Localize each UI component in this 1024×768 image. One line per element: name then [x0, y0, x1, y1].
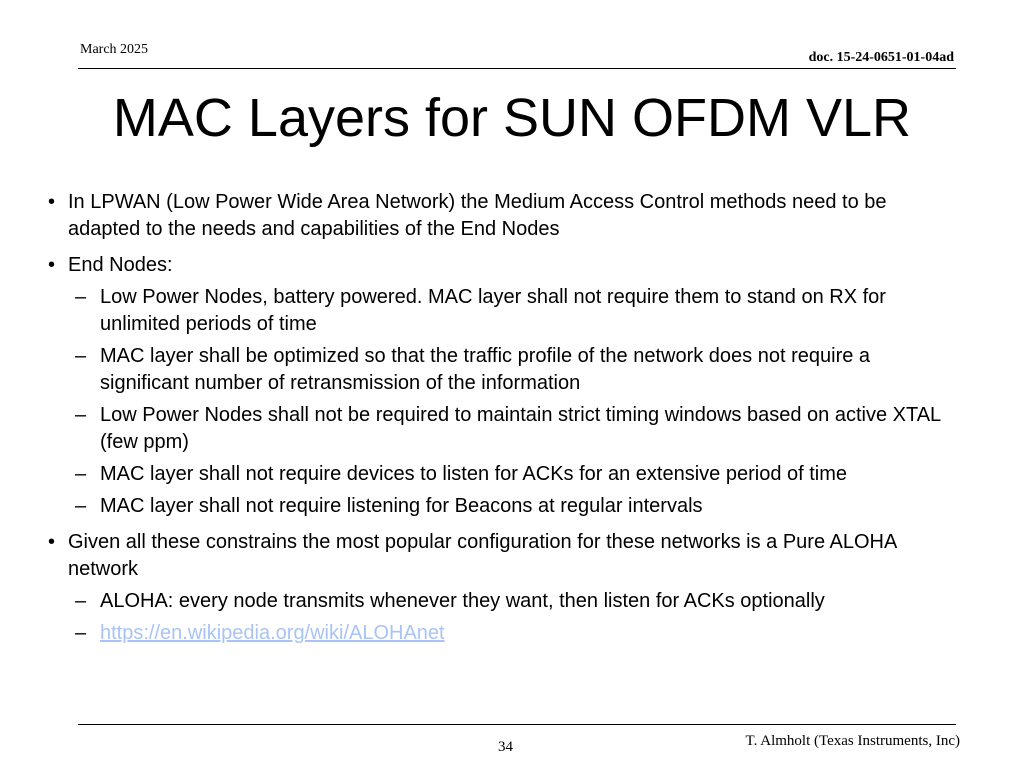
- footer-author: T. Almholt (Texas Instruments, Inc): [745, 733, 960, 749]
- bullet-pure-aloha: [48, 529, 960, 583]
- sub-bullet-text: Low Power Nodes shall not be required to maintain strict timing windows based on active XTAL (few ppm): [100, 404, 941, 453]
- bullet-text: End Nodes:: [68, 254, 173, 276]
- sub-bullet-ack-listen: [48, 461, 960, 488]
- sub-bullet-aloha-definition: [48, 588, 960, 615]
- sub-bullet-beacons: [48, 493, 960, 520]
- dash-icon: –: [75, 286, 87, 308]
- dash-icon: –: [75, 622, 87, 644]
- sub-bullet-timing-windows: [48, 402, 960, 456]
- bullet-end-nodes: [48, 252, 960, 279]
- bullet-dot-icon: •: [48, 254, 56, 276]
- slide-title: MAC Layers for SUN OFDM VLR: [112, 88, 912, 148]
- sub-bullet-text: MAC layer shall be optimized so that the traffic profile of the network does not require a significant number of retransmission of the information: [100, 345, 871, 394]
- sub-bullet-aloha-link: [48, 620, 960, 647]
- dash-icon: –: [75, 463, 87, 485]
- dash-icon: –: [75, 345, 87, 367]
- footer-divider: [78, 724, 956, 725]
- sub-bullet-low-power-rx: [48, 284, 960, 338]
- sub-bullet-text: Low Power Nodes, battery powered. MAC layer shall not require them to stand on RX for unlimited periods of time: [100, 286, 886, 335]
- sub-bullet-traffic-profile: [48, 343, 960, 397]
- aloha-wikipedia-link[interactable]: https://en.wikipedia.org/wiki/ALOHAnet: [100, 622, 445, 644]
- bullet-text: In LPWAN (Low Power Wide Area Network) the Medium Access Control methods need to be adapted to the needs and capabilities of the End Nodes: [68, 191, 887, 240]
- sub-bullet-text: ALOHA: every node transmits whenever they want, then listen for ACKs optionally: [100, 590, 825, 612]
- header-divider: [78, 68, 956, 69]
- header-doc-id: doc. 15-24-0651-01-04ad: [808, 50, 954, 65]
- dash-icon: –: [75, 590, 87, 612]
- dash-icon: –: [75, 404, 87, 426]
- dash-icon: –: [75, 495, 87, 517]
- bullet-dot-icon: •: [48, 191, 56, 213]
- slide-body: [48, 189, 960, 647]
- sub-bullet-text: MAC layer shall not require devices to listen for ACKs for an extensive period of time: [100, 463, 848, 485]
- bullet-text: Given all these constrains the most popular configuration for these networks is a Pure ALOHA network: [68, 531, 897, 580]
- page-number: 34: [498, 739, 513, 755]
- sub-bullet-text: MAC layer shall not require listening for Beacons at regular intervals: [100, 495, 703, 517]
- header-date: March 2025: [80, 42, 149, 57]
- bullet-lpwan: [48, 189, 960, 243]
- bullet-dot-icon: •: [48, 531, 56, 553]
